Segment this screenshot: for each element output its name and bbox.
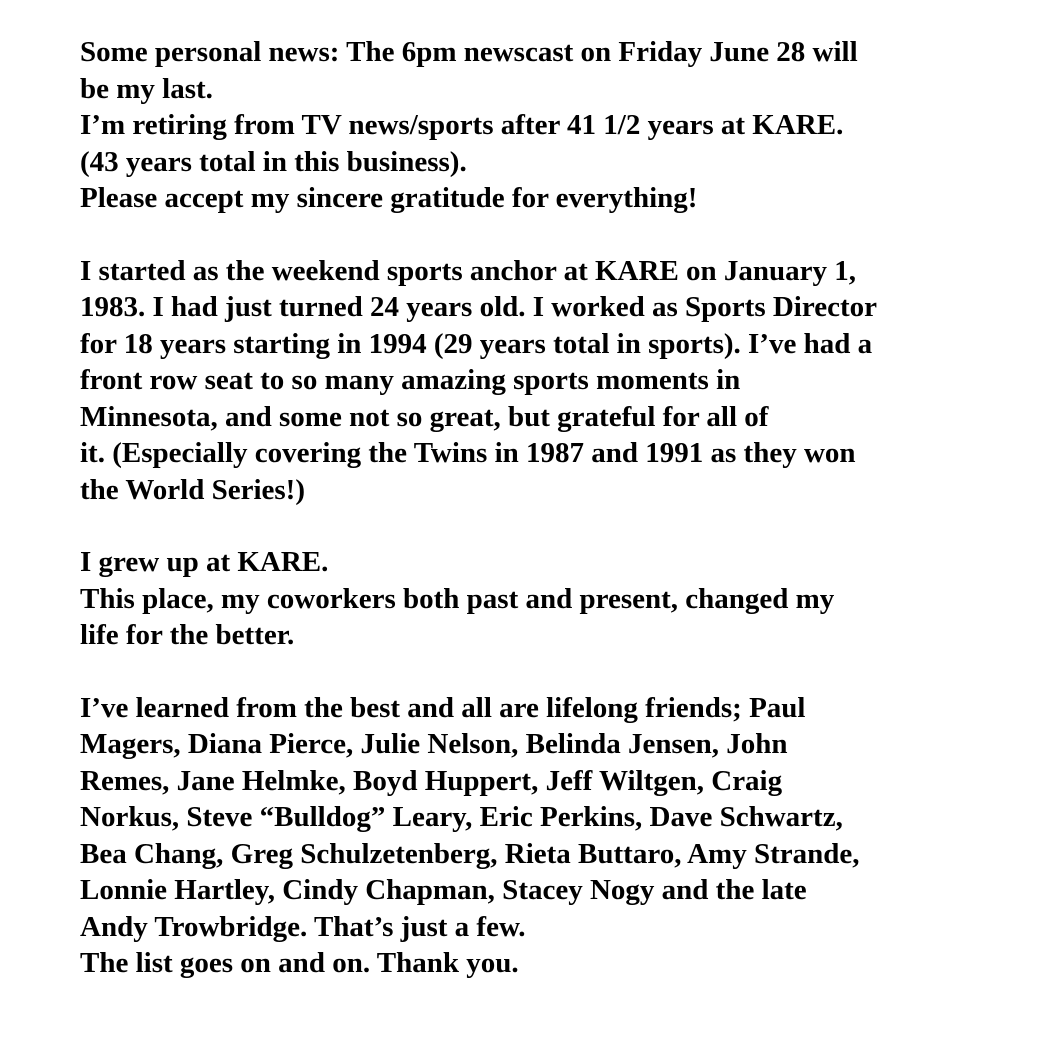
text-line: (43 years total in this business).	[80, 145, 467, 178]
text-line: life for the better.	[80, 619, 295, 651]
text-line: Remes, Jane Helmke, Boyd Huppert, Jeff Wiltgen, Craig	[80, 764, 783, 797]
paragraph-grew-up	[80, 544, 1000, 581]
text-line: Some personal news: The 6pm newscast on Friday June 28 will	[80, 36, 858, 68]
text-line: I started as the weekend sports anchor at KARE on January 1,	[80, 254, 857, 287]
text-line: Bea Chang, Greg Schulzetenberg, Rieta Buttaro, Amy Strande,	[80, 837, 860, 870]
paragraph-personal-news	[80, 34, 1000, 107]
text-line: front row seat to so many amazing sports moments in	[80, 364, 741, 396]
paragraph-career	[80, 253, 1000, 509]
text-line: This place, my coworkers both past and present, changed my	[80, 582, 835, 615]
paragraph-retiring	[80, 107, 1000, 180]
text-line: Norkus, Steve “Bulldog” Leary, Eric Perkins, Dave Schwartz,	[80, 801, 843, 833]
paragraph-coworkers	[80, 581, 1000, 654]
text-line: for 18 years starting in 1994 (29 years total in sports). I’ve had a	[80, 327, 873, 360]
section-friends	[80, 690, 1000, 982]
text-line: I grew up at KARE.	[80, 546, 329, 578]
text-line: Lonnie Hartley, Cindy Chapman, Stacey Nogy and the late	[80, 874, 807, 906]
paragraph-thank-you	[80, 945, 1000, 982]
text-line: be my last.	[80, 72, 213, 105]
text-line: I’m retiring from TV news/sports after 41 1/2 years at KARE.	[80, 109, 844, 141]
announcement-document	[80, 34, 1000, 982]
text-line: I’ve learned from the best and all are lifelong friends; Paul	[80, 691, 806, 724]
text-line: the World Series!)	[80, 473, 305, 506]
paragraph-gratitude	[80, 180, 1000, 217]
text-line: The list goes on and on. Thank you.	[80, 947, 519, 979]
paragraph-friends-list	[80, 690, 1000, 946]
section-grew-up	[80, 544, 1000, 654]
text-line: Magers, Diana Pierce, Julie Nelson, Belinda Jensen, John	[80, 728, 788, 760]
text-line: Andy Trowbridge. That’s just a few.	[80, 910, 526, 943]
section-retirement-news	[80, 34, 1000, 217]
text-line: Please accept my sincere gratitude for everything!	[80, 182, 698, 214]
section-career-history	[80, 253, 1000, 509]
text-line: 1983. I had just turned 24 years old. I worked as Sports Director	[80, 291, 877, 323]
text-line: it. (Especially covering the Twins in 1987 and 1991 as they won	[80, 437, 856, 469]
text-line: Minnesota, and some not so great, but grateful for all of	[80, 400, 769, 433]
